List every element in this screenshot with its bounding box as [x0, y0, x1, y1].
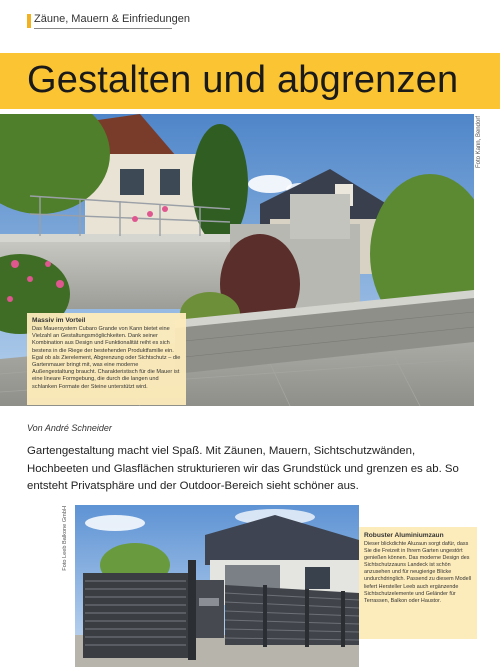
hero-photo-credit [476, 116, 488, 236]
gate-credit-text: Foto Leeb Balkone GmbH [62, 506, 68, 571]
hero-caption [27, 313, 186, 405]
hero-caption-text: Das Mauersystem Cubaro Grande von Kann bietet eine Vielzahl an Gestaltungsmöglichkeiten. Dank seiner Kombination aus Design und Funktionalität reiht es sich bestens in die Riege der bestehenden Produktfamilie ein. Egal ob als Zierelement, Abgrenzung oder Sichtschutz – die Gartenmauer bringt mit, was eine moderne Außengestaltung braucht. Charakteristisch für die Mauer ist eine lineare Formgebung, die durch die langen und schlanken Formate der Steine unterstützt wird. [32, 326, 181, 390]
gate-caption [359, 527, 477, 639]
section-title: Zäune, Mauern & Einfriedungen [34, 13, 190, 25]
headline: Gestalten und abgrenzen [27, 59, 459, 101]
gate-caption-text: Dieser blickdichte Aluzaun sorgt dafür, dass Sie die Freizeit in Ihrem Garten ungestört genießen können. Das moderne Design des Sichtschutzzauns Landeck ist schön anzusehen und für neugierige Blicke undurchdringlich. Passend zu diesem Modell liefert Hersteller Leeb auch ergänzende Sichtschutzelemente und Geländer für Terrassen, Balkon oder Haustor. [364, 541, 471, 604]
author-byline: Von André Schneider [27, 423, 112, 433]
hero-caption-title: Massiv im Vorteil [32, 317, 86, 324]
hero-credit-text: Foto Kann, Bendorf [476, 116, 482, 169]
gate-photo-credit [62, 506, 72, 586]
gate-photo [75, 505, 359, 667]
section-marker [27, 14, 31, 28]
section-underline [34, 28, 172, 29]
gate-caption-title: Robuster Aluminiumzaun [364, 532, 444, 539]
lead-paragraph: Gartengestaltung macht viel Spaß. Mit Zäunen, Mauern, Sichtschutzwänden, Hochbeeten und Glasflächen strukturieren wir das Grundstück und grenzen es ab. So entsteht Privatsphäre und der Outdoor-Bereich sieht schöner aus. [27, 445, 459, 492]
